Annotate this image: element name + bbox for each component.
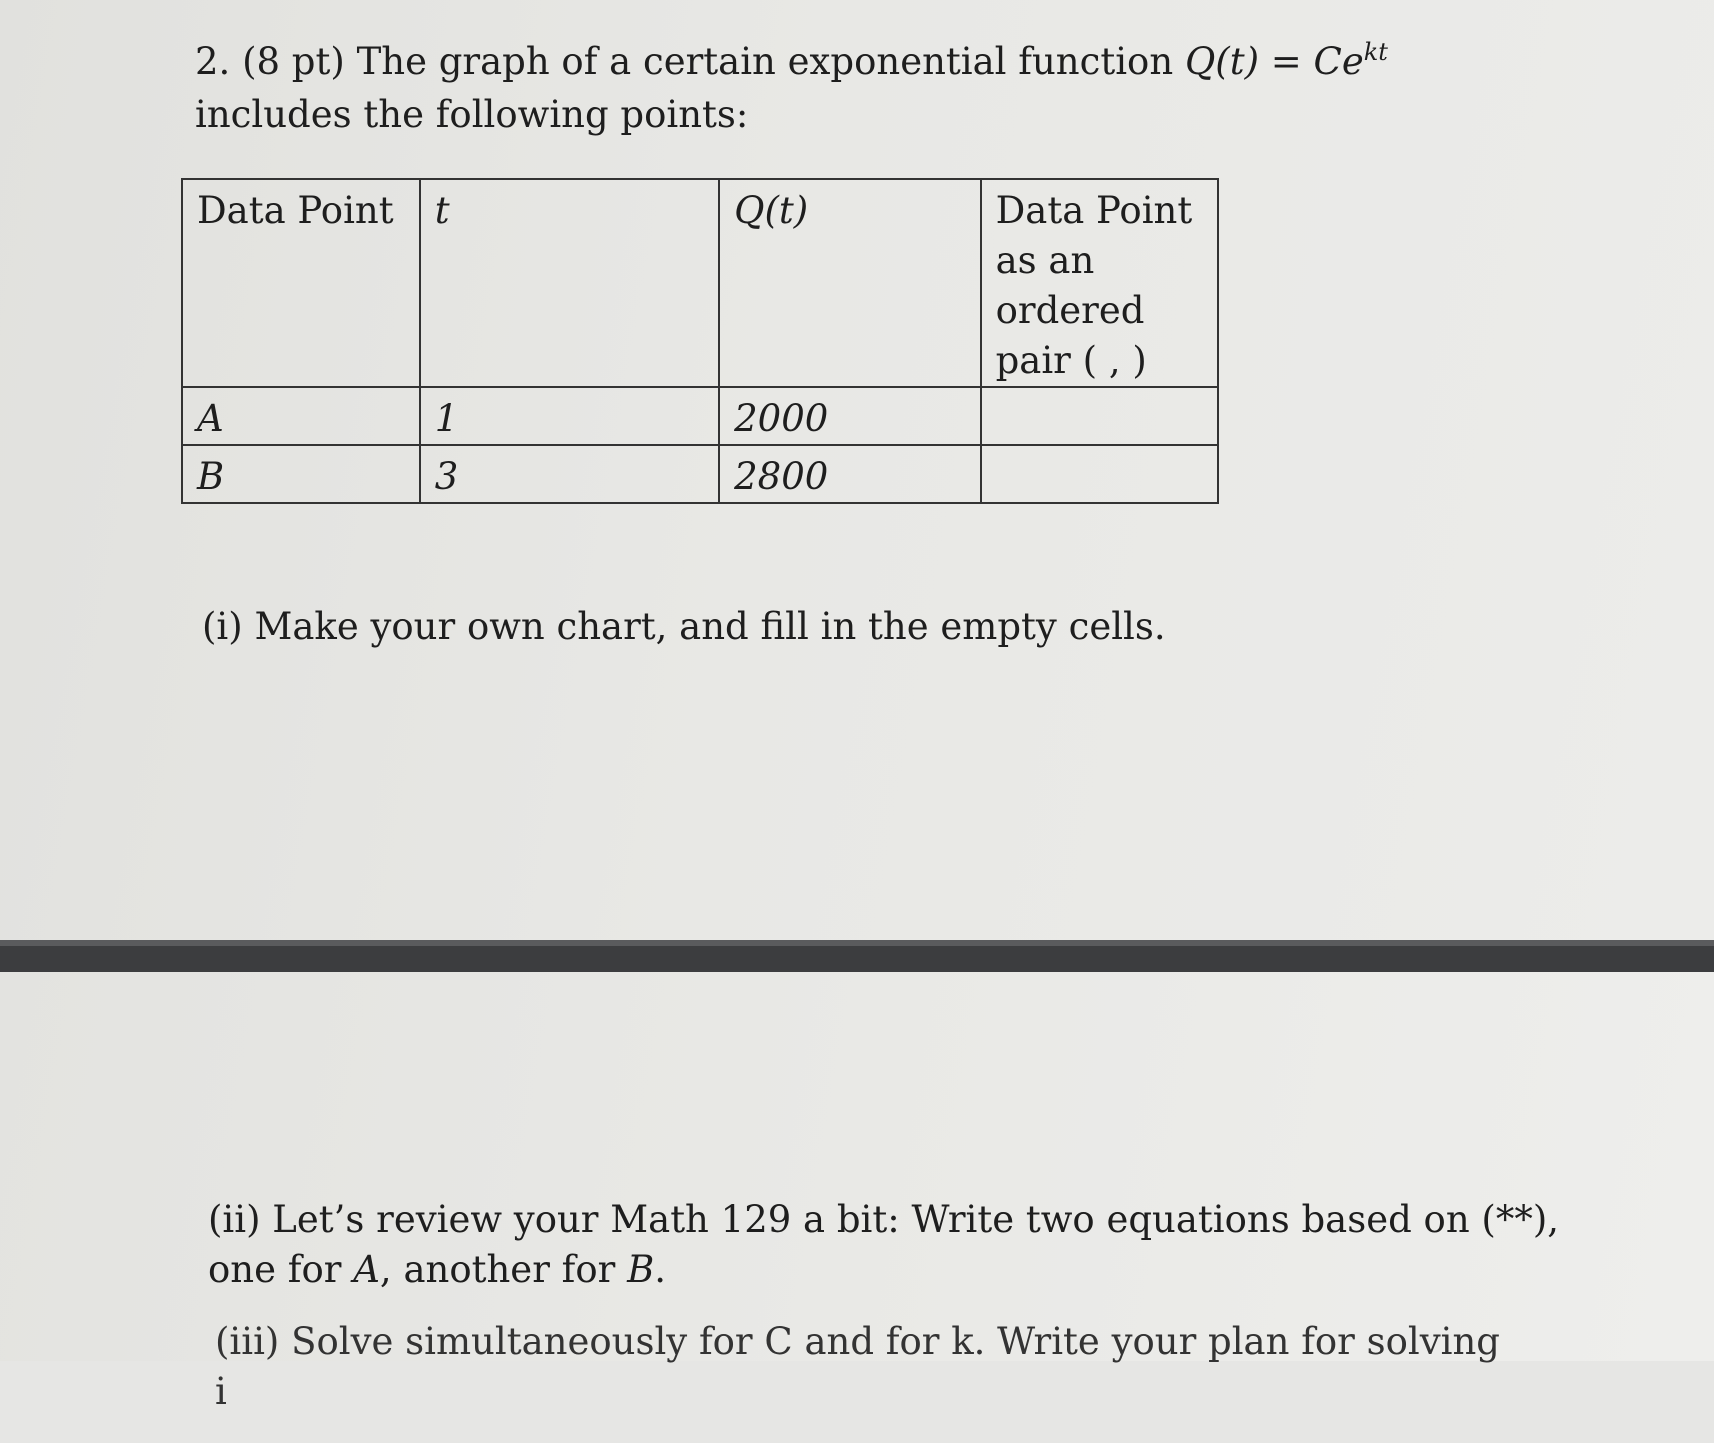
question-text: The graph of a certain exponential function	[356, 40, 1174, 83]
part-ii-mid: , another for	[379, 1248, 628, 1291]
part-iii-text: (iii) Solve simultaneously for C and for k. Write your plan for solving i	[215, 1320, 1500, 1413]
part-ii-a: A	[353, 1248, 380, 1291]
cell-q-b: 2800	[719, 445, 981, 503]
header-q: Q(t)	[719, 179, 981, 387]
cell-t-a: 1	[420, 387, 719, 445]
cell-label-a: A	[182, 387, 420, 445]
instruction-part-iii-cutoff	[215, 1320, 1515, 1413]
cell-pair-b[interactable]	[981, 445, 1218, 503]
part-ii-pre: one for	[208, 1248, 354, 1291]
cell-pair-a[interactable]	[981, 387, 1218, 445]
cell-t-b: 3	[420, 445, 719, 503]
part-ii-end: .	[654, 1248, 667, 1291]
data-point-table	[181, 178, 1219, 504]
table-header-row	[182, 179, 1218, 387]
question-line-1	[195, 26, 1395, 88]
question-header	[195, 26, 1395, 141]
header-t: t	[420, 179, 719, 387]
formula-equals: =	[1259, 40, 1314, 83]
part-ii-line-1: (ii) Let’s review your Math 129 a bit: Write two equations based on (**),	[208, 1198, 1560, 1241]
formula-exponent: kt	[1363, 38, 1388, 66]
header-ordered-pair: Data Point as an ordered pair ( , )	[981, 179, 1218, 387]
cell-label-b: B	[182, 445, 420, 503]
header-data-point: Data Point	[182, 179, 420, 387]
page-divider-bar	[0, 940, 1714, 972]
instruction-part-i: (i) Make your own chart, and fill in the empty cells.	[202, 605, 1166, 648]
table-row	[182, 387, 1218, 445]
part-ii-b: B	[627, 1248, 655, 1291]
table-row	[182, 445, 1218, 503]
question-number: 2. (8 pt)	[195, 40, 345, 83]
part-ii-line-2	[208, 1245, 1608, 1295]
formula-rhs: Ce	[1313, 40, 1364, 83]
formula-lhs: Q(t)	[1184, 40, 1260, 83]
worksheet-page-bottom	[0, 972, 1714, 1361]
cell-q-a: 2000	[719, 387, 981, 445]
question-line-2: includes the following points:	[195, 93, 749, 136]
instruction-part-ii	[208, 1195, 1608, 1295]
